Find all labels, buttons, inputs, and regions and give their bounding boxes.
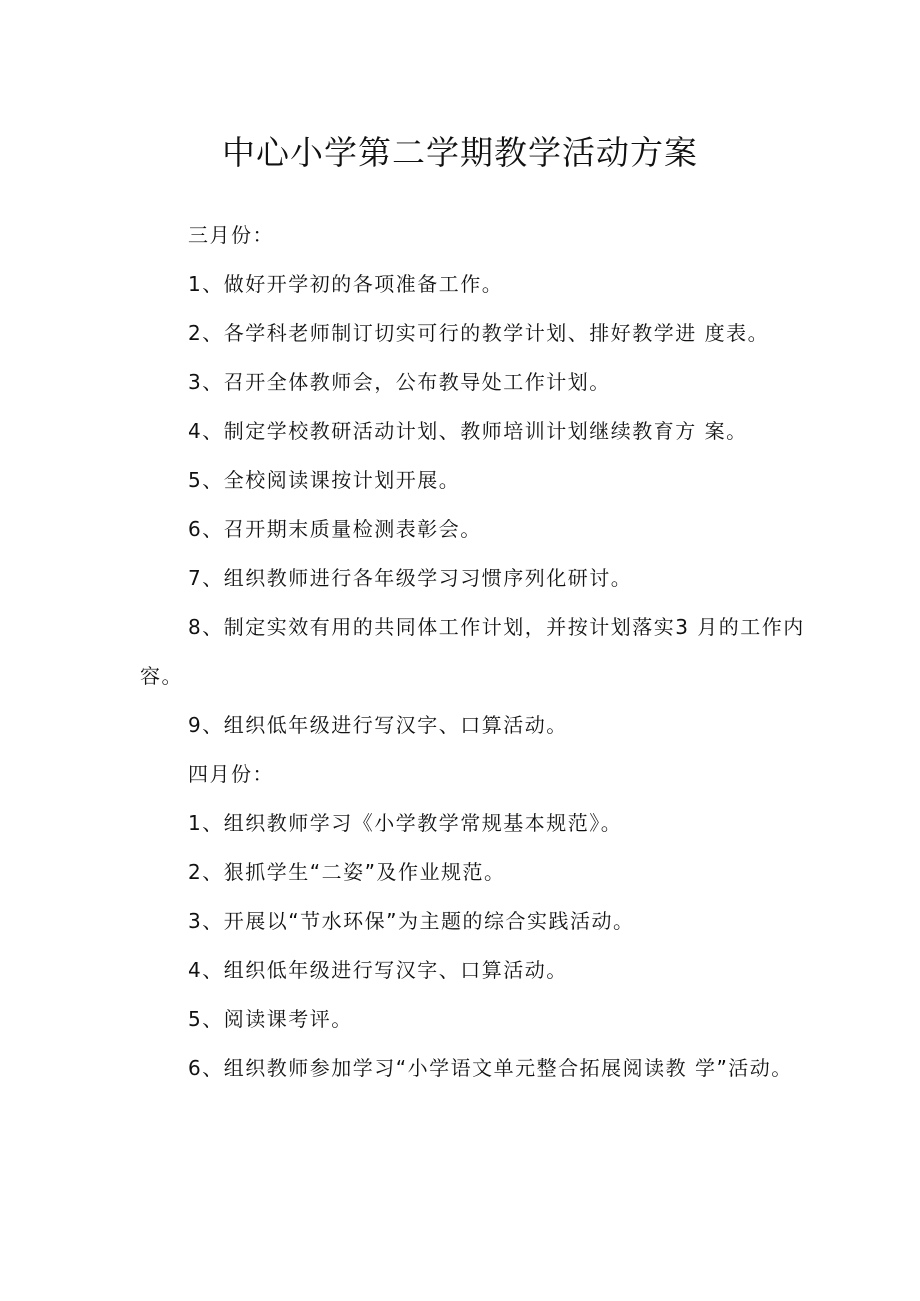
list-item: 7、组织教师进行各年级学习习惯序列化研讨。: [188, 566, 633, 590]
list-item: 4、制定学校教研活动计划、教师培训计划继续教育方 案。: [188, 419, 748, 443]
list-item: 2、各学科老师制订切实可行的教学计划、排好教学进 度表。: [188, 321, 770, 345]
list-item: 3、开展以“节水环保”为主题的综合实践活动。: [188, 909, 635, 933]
list-item: 1、做好开学初的各项准备工作。: [188, 272, 504, 296]
list-item: 5、全校阅读课按计划开展。: [188, 468, 461, 492]
list-item: 8、制定实效有用的共同体工作计划，并按计划落实3 月的工作内容。: [140, 615, 805, 688]
list-item: 4、组织低年级进行写汉字、口算活动。: [188, 958, 568, 982]
list-item: 5、阅读课考评。: [188, 1007, 353, 1031]
list-item: 9、组织低年级进行写汉字、口算活动。: [188, 713, 568, 737]
section-heading-march: 三月份：: [188, 223, 274, 247]
page-title: 中心小学第二学期教学活动方案: [222, 133, 698, 172]
document-body: [140, 211, 820, 1093]
list-item: 6、召开期末质量检测表彰会。: [188, 517, 482, 541]
list-item: 2、狠抓学生“二姿”及作业规范。: [188, 860, 506, 884]
list-item: 6、组织教师参加学习“小学语文单元整合拓展阅读教 学”活动。: [188, 1056, 793, 1080]
list-item: 1、组织教师学习《小学教学常规基本规范》。: [188, 811, 623, 835]
list-item: 3、召开全体教师会，公布教导处工作计划。: [188, 370, 611, 394]
section-heading-april: 四月份：: [188, 762, 274, 786]
